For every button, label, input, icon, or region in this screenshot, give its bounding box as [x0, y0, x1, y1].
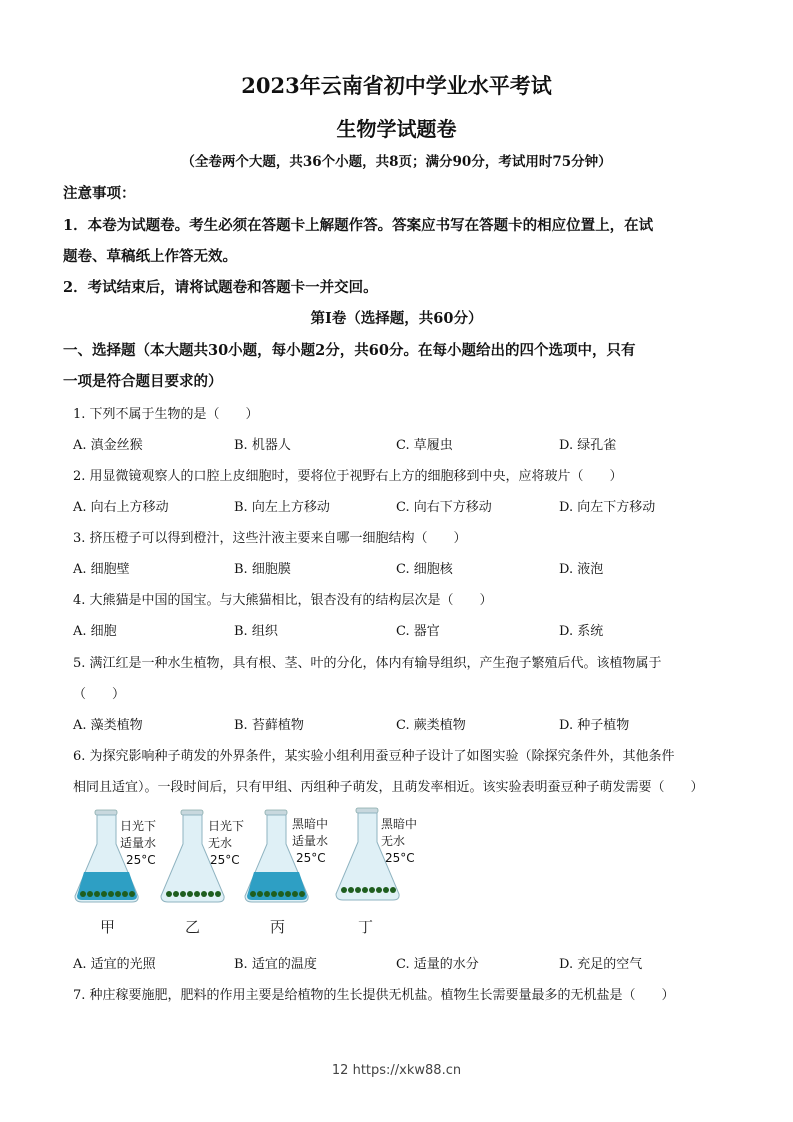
question-4-stem: 4. 大熊猫是中国的国宝。与大熊猫相比，银杏没有的结构层次是（ ）: [73, 593, 493, 608]
q6-option-b[interactable]: B. 适宜的温度: [234, 957, 317, 972]
exam-info: （全卷两个大题，共36个小题，共8页；满分90分，考试用时75分钟）: [181, 154, 612, 170]
q5-option-a[interactable]: A. 藻类植物: [73, 718, 143, 733]
notice-item-1-cont: 题卷、草稿纸上作答无效。: [63, 248, 237, 265]
q3-option-d[interactable]: D. 液泡: [559, 562, 604, 577]
q1-option-d[interactable]: D. 绿孔雀: [559, 438, 617, 453]
exam-title: 2023年云南省初中学业水平考试: [241, 73, 552, 98]
group-jia-label: 甲: [100, 918, 116, 936]
question-5-stem: 5. 满江红是一种水生植物，具有根、茎、叶的分化，体内有输导组织，产生孢子繁殖后代。该植物属于: [73, 656, 662, 671]
q3-option-c[interactable]: C. 细胞核: [396, 562, 453, 577]
group-bing-conditions: 黑暗中 适量水 25°C: [292, 817, 329, 865]
q2-option-c[interactable]: C. 向右下方移动: [396, 500, 492, 515]
q6-option-c[interactable]: C. 适量的水分: [396, 957, 479, 972]
group-ding-conditions: 黑暗中 无水 25°C: [381, 817, 418, 865]
seed-germination-figure: [70, 808, 440, 938]
page-footer: 12 https://xkw88.cn: [331, 1063, 462, 1078]
q4-option-b[interactable]: B. 组织: [234, 624, 278, 639]
notice-item-1: 1．本卷为试题卷。考生必须在答题卡上解题作答。答案应书写在答题卡的相应位置上，在试: [63, 217, 654, 234]
question-7-stem: 7. 种庄稼要施肥，肥料的作用主要是给植物的生长提供无机盐。植物生长需要量最多的无机盐是（ ）: [73, 988, 675, 1003]
question-1-stem: 1. 下列不属于生物的是（ ）: [73, 407, 259, 422]
question-6-stem: 6. 为探究影响种子萌发的外界条件，某实验小组利用蚕豆种子设计了如图实验（除探究条件外，其他条件: [73, 749, 675, 764]
group-yi-label: 乙: [185, 918, 201, 936]
q1-option-b[interactable]: B. 机器人: [234, 438, 291, 453]
notice-item-2: 2．考试结束后，请将试题卷和答题卡一并交回。: [63, 279, 378, 296]
group-bing-label: 丙: [270, 918, 286, 936]
question-2-stem: 2. 用显微镜观察人的口腔上皮细胞时，要将位于视野右上方的细胞移到中央，应将玻片（ ）: [73, 469, 623, 484]
subject-title: 生物学试题卷: [336, 117, 457, 141]
q6-option-d[interactable]: D. 充足的空气: [559, 957, 643, 972]
q5-option-b[interactable]: B. 苔藓植物: [234, 718, 304, 733]
q2-option-b[interactable]: B. 向左上方移动: [234, 500, 330, 515]
question-3-stem: 3. 挤压橙子可以得到橙汁，这些汁液主要来自哪一细胞结构（ ）: [73, 531, 467, 546]
q1-option-c[interactable]: C. 草履虫: [396, 438, 453, 453]
q4-option-c[interactable]: C. 器官: [396, 624, 440, 639]
question-6-stem-cont: 相同且适宜）。一段时间后，只有甲组、丙组种子萌发，且萌发率相近。该实验表明蚕豆种子萌发需要（ ）: [73, 780, 704, 795]
q3-option-a[interactable]: A. 细胞壁: [73, 562, 130, 577]
q5-option-c[interactable]: C. 蕨类植物: [396, 718, 466, 733]
question-5-stem-cont: （ ）: [73, 687, 126, 702]
q2-option-a[interactable]: A. 向右上方移动: [73, 500, 169, 515]
group-jia-conditions: 日光下 适量水 25°C: [120, 819, 157, 867]
section-heading: 一、选择题（本大题共30小题，每小题2分，共60分。在每小题给出的四个选项中，只有: [63, 342, 636, 359]
q5-option-d[interactable]: D. 种子植物: [559, 718, 630, 733]
q3-option-b[interactable]: B. 细胞膜: [234, 562, 291, 577]
q4-option-a[interactable]: A. 细胞: [73, 624, 117, 639]
q6-option-a[interactable]: A. 适宜的光照: [73, 957, 156, 972]
notice-heading: 注意事项：: [63, 185, 136, 202]
q1-option-a[interactable]: A. 滇金丝猴: [73, 438, 143, 453]
q2-option-d[interactable]: D. 向左下方移动: [559, 500, 656, 515]
group-yi-conditions: 日光下 无水 25°C: [208, 819, 245, 867]
group-ding-label: 丁: [358, 918, 374, 936]
q4-option-d[interactable]: D. 系统: [559, 624, 604, 639]
section-heading-cont: 一项是符合题目要求的）: [63, 373, 223, 390]
part-title: 第Ⅰ卷（选择题，共60分）: [310, 310, 483, 327]
